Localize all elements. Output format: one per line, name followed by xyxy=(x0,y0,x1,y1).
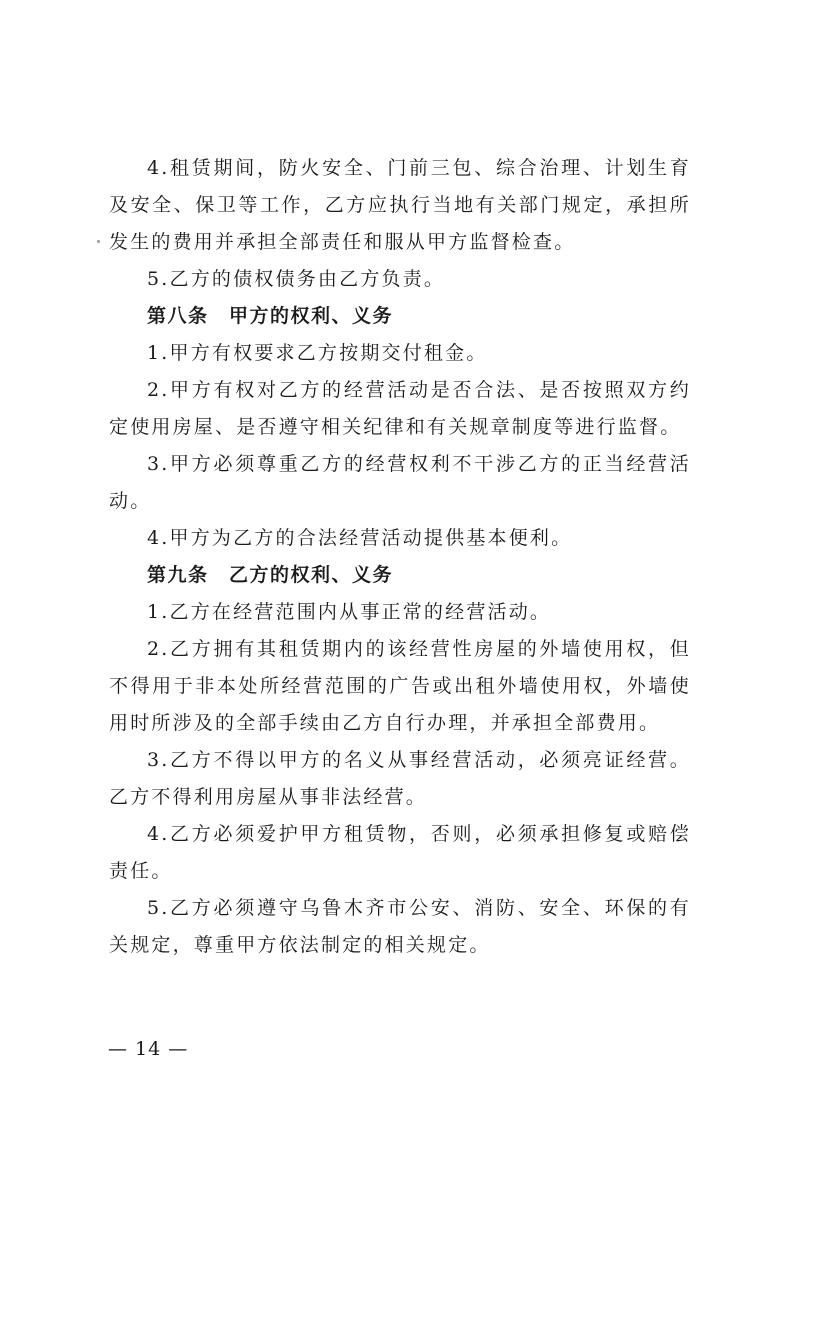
paragraph-article-9-item-4: 4.乙方必须爱护甲方租赁物，否则，必须承担修复或赔偿责任。 xyxy=(109,823,691,882)
paragraph-article-8-item-2: 2.甲方有权对乙方的经营活动是否合法、是否按照双方约定使用房屋、是否遵守相关纪律和有关规章制度等进行监督。 xyxy=(109,379,691,438)
paragraph-article-8-item-1: 1.甲方有权要求乙方按期交付租金。 xyxy=(147,342,488,364)
article-9-heading: 第九条 乙方的权利、义务 xyxy=(147,564,394,586)
paragraph-article-8-item-4: 4.甲方为乙方的合法经营活动提供基本便利。 xyxy=(147,527,573,549)
document-body xyxy=(109,150,691,964)
paragraph-rental-period-duties: 4.租赁期间，防火安全、门前三包、综合治理、计划生育及安全、保卫等工作，乙方应执行当地有关部门规定，承担所发生的费用并承担全部责任和服从甲方监督检查。 xyxy=(109,157,691,253)
paragraph-party-b-debts: 5.乙方的债权债务由乙方负责。 xyxy=(147,268,446,290)
scan-mark xyxy=(97,240,100,243)
page-number: — 14 — xyxy=(108,1038,189,1060)
paragraph-article-9-item-2: 2.乙方拥有其租赁期内的该经营性房屋的外墙使用权，但不得用于非本处所经营范围的广告或出租外墙使用权，外墙使用时所涉及的全部手续由乙方自行办理，并承担全部费用。 xyxy=(109,638,691,734)
paragraph-article-8-item-3: 3.甲方必须尊重乙方的经营权利不干涉乙方的正当经营活动。 xyxy=(109,453,691,512)
paragraph-article-9-item-3: 3.乙方不得以甲方的名义从事经营活动，必须亮证经营。乙方不得利用房屋从事非法经营。 xyxy=(109,749,691,808)
paragraph-article-9-item-5: 5.乙方必须遵守乌鲁木齐市公安、消防、安全、环保的有关规定，尊重甲方依法制定的相关规定。 xyxy=(109,897,691,956)
paragraph-article-9-item-1: 1.乙方在经营范围内从事正常的经营活动。 xyxy=(147,601,552,623)
article-8-heading: 第八条 甲方的权利、义务 xyxy=(147,305,394,327)
